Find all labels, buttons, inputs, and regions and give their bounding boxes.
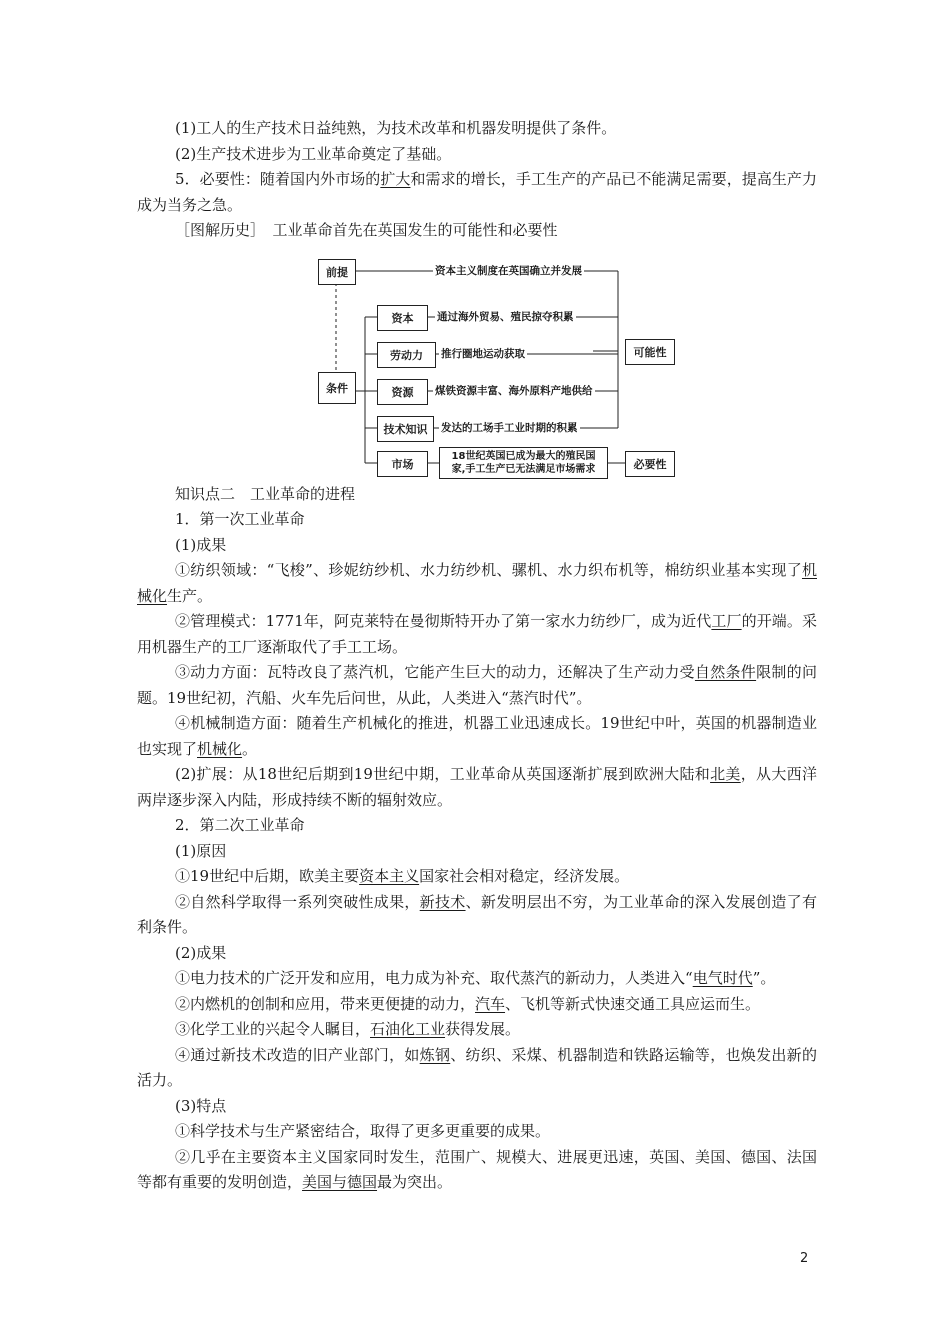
capital-box: 资本 bbox=[377, 305, 428, 331]
necessity-box: 必要性 bbox=[625, 451, 675, 477]
underlined-term: 机械化 bbox=[137, 561, 817, 605]
premise-text: 资本主义制度在英国确立并发展 bbox=[435, 264, 582, 277]
condition-box: 条件 bbox=[318, 372, 356, 404]
resource-box: 资源 bbox=[377, 379, 428, 405]
paragraph: ①电力技术的广泛开发和应用，电力成为补充、取代蒸汽的新动力，人类进入“电气时代”。 bbox=[175, 969, 776, 987]
labor-box: 劳动力 bbox=[377, 342, 436, 368]
resource-text: 煤铁资源丰富、海外原料产地供给 bbox=[435, 384, 593, 397]
underlined-term: 新技术 bbox=[419, 892, 466, 911]
underlined-term: 石油化工业 bbox=[370, 1020, 446, 1038]
section-title: 知识点二 工业革命的进程 bbox=[175, 484, 356, 503]
paragraph: ②几乎在主要资本主义国家同时发生，范围广、规模大、进展更迅速，英国、美国、德国、法国等都有重要的发明创造，美国与德国最为突出。 bbox=[137, 1147, 817, 1191]
paragraph: ②自然科学取得一系列突破性成果，新技术、新发明层出不穷，为工业革命的深入发展创造了有利条件。 bbox=[137, 892, 817, 936]
premise-box: 前提 bbox=[318, 259, 356, 285]
subsection-title: 1．第一次工业革命 bbox=[175, 510, 305, 528]
flow-diagram bbox=[137, 246, 817, 478]
tech-box: 技术知识 bbox=[377, 416, 434, 442]
paragraph-necessity: 5．必要性：随着国内外市场的扩大和需求的增长，手工生产的产品已不能满足需要，提高生产力成为当务之急。 bbox=[137, 170, 817, 214]
underlined-term: 汽车 bbox=[475, 994, 506, 1013]
labor-text: 推行圈地运动获取 bbox=[441, 347, 525, 360]
underlined-term: 炼钢 bbox=[419, 1045, 451, 1064]
paragraph: (1)工人的生产技术日益纯熟，为技术改革和机器发明提供了条件。 bbox=[175, 119, 617, 137]
paragraph: ①科学技术与生产紧密结合，取得了更多更重要的成果。 bbox=[175, 1122, 551, 1140]
possibility-box: 可能性 bbox=[625, 339, 675, 365]
underlined-term: 扩大 bbox=[380, 170, 411, 188]
underlined-term: 北美 bbox=[710, 765, 741, 783]
paragraph: ③动力方面：瓦特改良了蒸汽机，它能产生巨大的动力，还解决了生产动力受自然条件限制的问题。19世纪初，汽船、火车先后问世，从此，人类进入“蒸汽时代”。 bbox=[137, 663, 817, 707]
document-page bbox=[137, 116, 817, 1196]
subsection-title: 2．第二次工业革命 bbox=[175, 816, 305, 834]
paragraph: (2)扩展：从18世纪后期到19世纪中期，工业革命从英国逐渐扩展到欧洲大陆和北美，从大西洋两岸逐步深入内陆，形成持续不断的辐射效应。 bbox=[137, 765, 817, 809]
market-text-box: 18世纪英国已成为最大的殖民国 家,手工生产已无法满足市场需求 bbox=[439, 447, 608, 479]
underlined-term: 工厂 bbox=[711, 612, 742, 630]
underlined-term: 资本主义 bbox=[359, 867, 420, 885]
subheading: (3)特点 bbox=[175, 1096, 227, 1115]
page-number: 2 bbox=[800, 1251, 809, 1266]
paragraph: ②内燃机的创制和应用，带来更便捷的动力，汽车、飞机等新式快速交通工具应运而生。 bbox=[175, 994, 761, 1013]
paragraph: (2)生产技术进步为工业革命奠定了基础。 bbox=[175, 144, 452, 163]
subheading: (1)原因 bbox=[175, 841, 227, 860]
underlined-term: 美国与德国 bbox=[302, 1173, 378, 1191]
market-box: 市场 bbox=[377, 451, 428, 477]
tech-text: 发达的工场手工业时期的积累 bbox=[441, 421, 578, 434]
subheading: (1)成果 bbox=[175, 535, 227, 554]
subheading: (2)成果 bbox=[175, 943, 227, 962]
paragraph: ④机械制造方面：随着生产机械化的推进，机器工业迅速成长。19世纪中叶，英国的机器制造业也实现了机械化。 bbox=[137, 714, 817, 758]
underlined-term: 自然条件 bbox=[694, 663, 757, 681]
paragraph: ③化学工业的兴起令人瞩目，石油化工业获得发展。 bbox=[175, 1020, 521, 1038]
paragraph: ①19世纪中后期，欧美主要资本主义国家社会相对稳定，经济发展。 bbox=[175, 867, 630, 885]
paragraph: ④通过新技术改造的旧产业部门，如炼钢、纺织、采煤、机器制造和铁路运输等，也焕发出新的活力。 bbox=[137, 1045, 817, 1089]
paragraph: ①纺织领域：“飞梭”、珍妮纺纱机、水力纺纱机、骡机、水力织布机等，棉纺织业基本实现了机械化生产。 bbox=[137, 561, 817, 605]
underlined-term: 机械化 bbox=[197, 739, 243, 758]
underlined-term: 电气时代 bbox=[692, 969, 753, 987]
diagram-heading: ［图解历史］ 工业革命首先在英国发生的可能性和必要性 bbox=[175, 221, 558, 239]
paragraph: ②管理模式：1771年，阿克莱特在曼彻斯特开办了第一家水力纺纱厂，成为近代工厂的开端。采用机器生产的工厂逐渐取代了手工工场。 bbox=[137, 612, 817, 656]
capital-text: 通过海外贸易、殖民掠夺积累 bbox=[437, 310, 574, 323]
diagram-connectors bbox=[137, 246, 817, 478]
